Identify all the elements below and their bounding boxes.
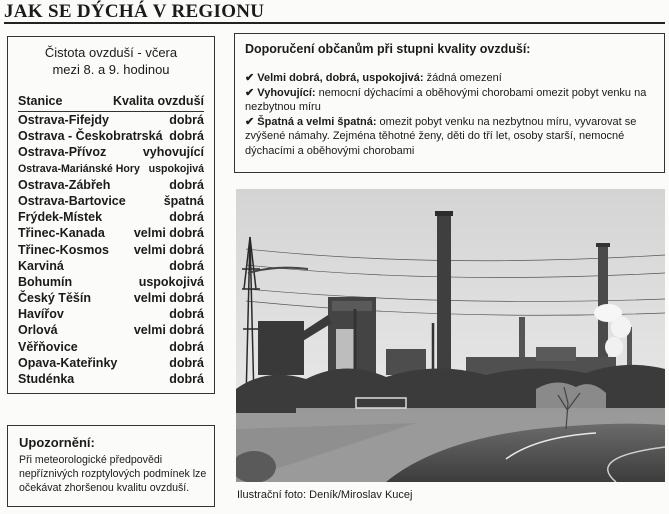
table-row <box>18 161 204 177</box>
quality-value: dobrá <box>169 355 204 370</box>
quality-value: dobrá <box>169 307 204 322</box>
recommendation-text: žádná omezení <box>423 72 502 84</box>
table-body <box>18 112 204 387</box>
quality-value: velmi dobrá <box>133 323 204 338</box>
warning-box <box>7 425 215 507</box>
recommendation-item <box>245 115 657 159</box>
table-row <box>18 274 204 290</box>
table-row <box>18 193 204 209</box>
station-name: Karviná <box>18 258 64 273</box>
recommendation-label: Vyhovující: <box>257 86 316 99</box>
page-title: JAK SE DÝCHÁ V REGIONU <box>4 1 265 22</box>
recommendation-text: omezit pobyt venku na nezbytnou míru, vyvarovat se zvýšené námahy. Zejména těhotné ženy, děti do tří let, osoby starší, nemocné dýchacími a oběhovými chorobami <box>245 115 637 157</box>
check-icon: ✔ <box>245 86 255 99</box>
column-header-station: Stanice <box>18 94 63 108</box>
quality-value: dobrá <box>169 372 204 386</box>
table-row <box>18 144 204 160</box>
quality-value: uspokojivá <box>148 162 204 175</box>
station-name: Opava-Kateřinky <box>18 355 118 370</box>
air-quality-title <box>8 44 214 78</box>
table-row <box>18 339 204 355</box>
table-row <box>18 112 204 128</box>
station-name: Studénka <box>18 372 75 386</box>
station-name: Ostrava-Bartovice <box>18 193 126 208</box>
quality-value: dobrá <box>169 177 204 192</box>
station-name: Ostrava - Českobratrská <box>18 129 163 144</box>
table-row <box>18 225 204 241</box>
table-row <box>18 258 204 274</box>
quality-value: špatná <box>163 193 204 208</box>
station-name: Ostrava-Přívoz <box>18 145 107 160</box>
recommendation-item <box>245 71 657 86</box>
table-row <box>18 242 204 258</box>
table-row <box>18 306 204 322</box>
quality-value: dobrá <box>169 339 204 354</box>
check-icon: ✔ <box>245 115 255 128</box>
station-name: Ostrava-Mariánské Hory <box>18 162 140 175</box>
quality-value: dobrá <box>169 113 204 127</box>
quality-value: uspokojivá <box>138 274 204 289</box>
station-name: Havířov <box>18 307 64 322</box>
air-quality-title-line2: mezi 8. a 9. hodinou <box>52 62 170 77</box>
quality-value: dobrá <box>169 258 204 273</box>
quality-value: vyhovující <box>142 145 204 160</box>
table-row <box>18 290 204 306</box>
recommendations-box <box>234 33 665 173</box>
station-name: Třinec-Kanada <box>18 226 105 241</box>
station-name: Orlová <box>18 323 58 338</box>
column-header-quality: Kvalita ovzduší <box>113 94 204 108</box>
warning-text: Při meteorologické předpovědi nepříznivých rozptylových podmínek lze očekávat zhoršenou kvalitu ovzduší. <box>19 454 207 494</box>
table-header <box>18 94 204 112</box>
station-name: Ostrava-Zábřeh <box>18 177 111 192</box>
title-rule <box>4 22 665 24</box>
air-quality-box <box>7 36 215 394</box>
recommendations-title: Doporučení občanům při stupni kvality ovzduší: <box>245 42 531 56</box>
table-row <box>18 322 204 338</box>
photo-caption: Ilustrační foto: Deník/Miroslav Kucej <box>237 489 413 501</box>
recommendation-item <box>245 86 657 115</box>
station-name: Český Těšín <box>18 291 91 306</box>
recommendations-list <box>245 71 657 159</box>
table-row <box>18 355 204 371</box>
recommendation-text: nemocní dýchacími a oběhovými chorobami omezit pobyt venku na nezbytnou míru <box>245 86 647 114</box>
quality-value: velmi dobrá <box>133 226 204 241</box>
warning-title: Upozornění: <box>19 435 95 450</box>
table-row <box>18 371 204 387</box>
quality-value: velmi dobrá <box>133 291 204 306</box>
recommendation-label: Špatná a velmi špatná: <box>257 115 377 128</box>
check-icon: ✔ <box>245 72 255 84</box>
station-name: Třinec-Kosmos <box>18 242 109 257</box>
quality-value: velmi dobrá <box>133 242 204 257</box>
air-quality-title-line1: Čistota ovzduší - včera <box>44 45 178 60</box>
quality-value: dobrá <box>169 210 204 225</box>
station-name: Věřňovice <box>18 339 78 354</box>
station-name: Ostrava-Fifejdy <box>18 113 110 127</box>
table-row <box>18 128 204 144</box>
industrial-photo <box>236 189 665 482</box>
recommendation-label: Velmi dobrá, dobrá, uspokojivá: <box>257 72 424 84</box>
quality-value: dobrá <box>169 129 204 144</box>
station-name: Frýdek-Místek <box>18 210 103 225</box>
table-row <box>18 177 204 193</box>
station-name: Bohumín <box>18 274 73 289</box>
industrial-photo-image <box>236 189 665 482</box>
table-row <box>18 209 204 225</box>
